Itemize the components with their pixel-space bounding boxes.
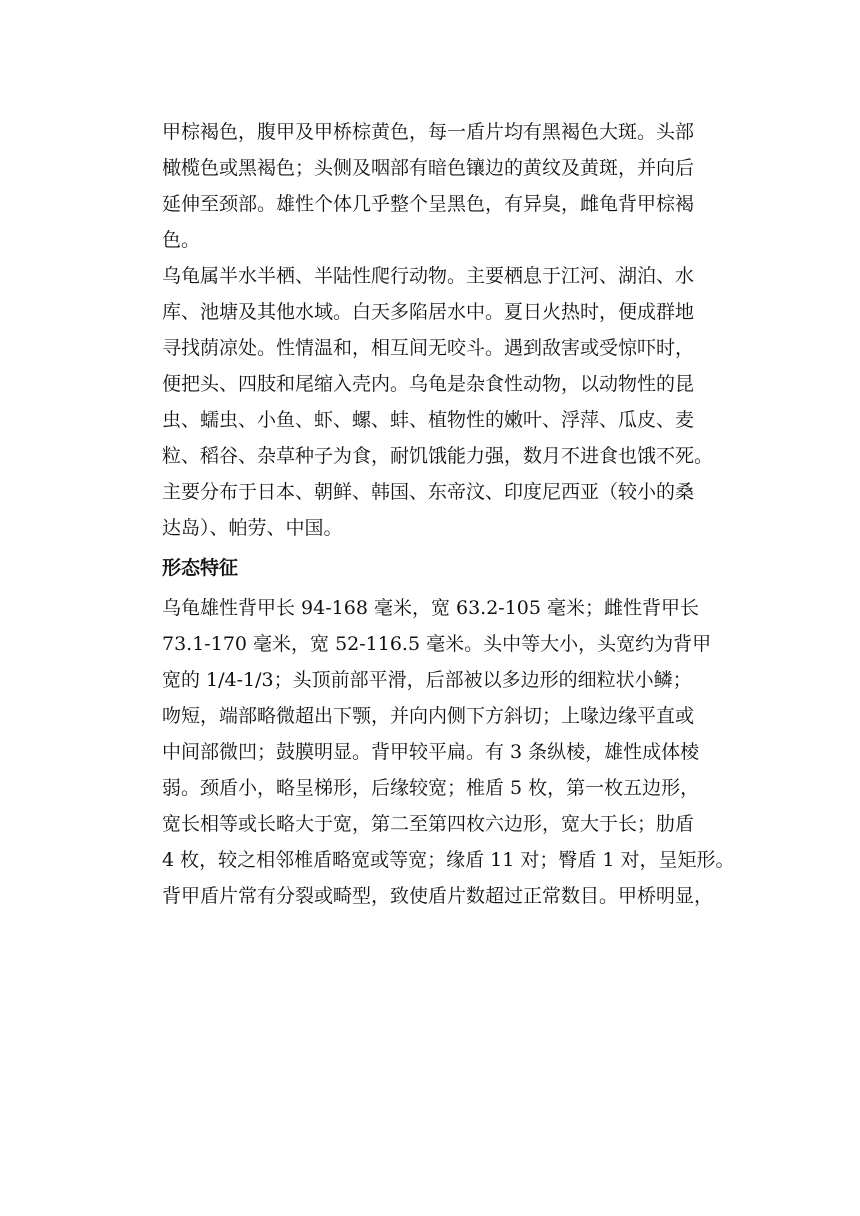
text-line: 达岛）、帕劳、中国。 [162, 517, 343, 539]
text-line: 寻找荫凉处。性情温和，相互间无咬斗。遇到敌害或受惊吓时， [162, 337, 695, 359]
text-line: 主要分布于日本、朝鲜、韩国、东帝汶、印度尼西亚（较小的桑 [162, 481, 695, 503]
text-line: 库、池塘及其他水域。白天多陷居水中。夏日火热时，便成群地 [162, 301, 695, 323]
text-line: 乌龟属半水半栖、半陆性爬行动物。主要栖息于江河、湖泊、水 [162, 265, 695, 287]
text-line: 中间部微凹；鼓膜明显。背甲较平扁。有 3 条纵棱，雄性成体棱 [162, 741, 700, 763]
text-line: 橄榄色或黑褐色；头侧及咽部有暗色镶边的黄纹及黄斑，并向后 [162, 157, 695, 179]
text-line: 延伸至颈部。雄性个体几乎整个呈黑色，有异臭，雌龟背甲棕褐 [162, 193, 695, 215]
text-line: 乌龟雄性背甲长 94-168 毫米，宽 63.2-105 毫米；雌性背甲长 [162, 597, 700, 619]
paragraph-habits [162, 258, 738, 546]
section-heading: 形态特征 [162, 557, 239, 579]
paragraph-morphology [162, 590, 738, 914]
text-line: 色。 [162, 229, 201, 251]
text-line: 宽长相等或长略大于宽，第二至第四枚六边形，宽大于长；肋盾 [162, 813, 695, 835]
text-line: 吻短，端部略微超出下颚，并向内侧下方斜切；上喙边缘平直或 [162, 705, 695, 727]
text-line: 宽的 1/4-1/3；头顶前部平滑，后部被以多边形的细粒状小鳞； [162, 669, 692, 691]
text-line: 4 枚，较之相邻椎盾略宽或等宽；缘盾 11 对；臀盾 1 对，呈矩形。 [162, 849, 735, 871]
text-line: 便把头、四肢和尾缩入壳内。乌龟是杂食性动物，以动物性的昆 [162, 373, 695, 395]
text-line: 虫、蠕虫、小鱼、虾、螺、蚌、植物性的嫩叶、浮萍、瓜皮、麦 [162, 409, 695, 431]
text-line: 背甲盾片常有分裂或畸型，致使盾片数超过正常数目。甲桥明显， [162, 885, 714, 907]
paragraph-coloration [162, 114, 738, 258]
text-line: 73.1-170 毫米，宽 52-116.5 毫米。头中等大小，头宽约为背甲 [162, 633, 712, 655]
text-line: 粒、稻谷、杂草种子为食，耐饥饿能力强，数月不进食也饿不死。 [162, 445, 714, 467]
document-page [162, 114, 738, 914]
text-line: 甲棕褐色，腹甲及甲桥棕黄色，每一盾片均有黑褐色大斑。头部 [162, 121, 695, 143]
text-line: 弱。颈盾小，略呈梯形，后缘较宽；椎盾 5 枚，第一枚五边形， [162, 777, 700, 799]
